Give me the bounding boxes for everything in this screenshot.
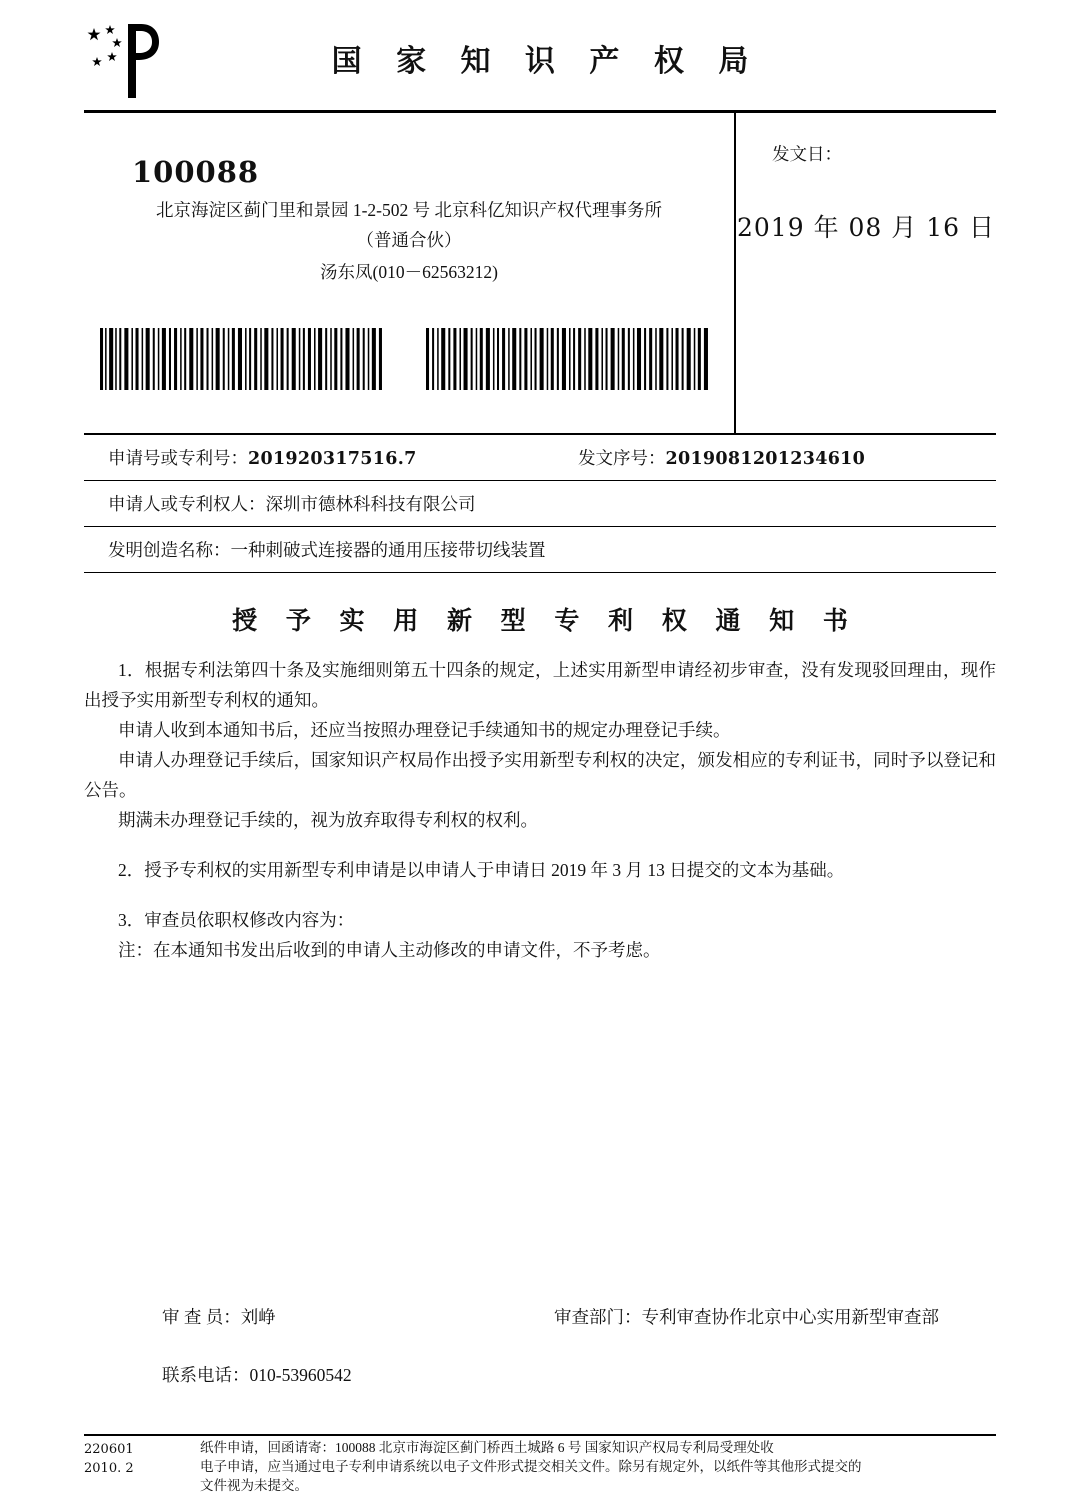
footer-line-1: 纸件申请，回函请寄：100088 北京市海淀区蓟门桥西土城路 6 号 国家知识产权局专利局受理处收	[200, 1440, 774, 1455]
notice-paragraph-1: 1．根据专利法第四十条及实施细则第五十四条的规定，上述实用新型申请经初步审查，没有发现驳回理由，现作出授予实用新型专利权的通知。	[84, 660, 996, 710]
application-number-value: 201920317516.7	[248, 449, 417, 469]
applicant-label: 申请人或专利权人：	[108, 494, 266, 514]
notice-title: 授 予 实 用 新 型 专 利 权 通 知 书	[232, 606, 858, 635]
notice-paragraph-3-note: 注：在本通知书发出后收到的申请人主动修改的申请文件，不予考虑。	[118, 940, 661, 960]
footer-fine-print	[84, 1438, 1010, 1495]
document-page	[0, 14, 1080, 1498]
document-header	[84, 14, 996, 113]
application-number-label: 申请号或专利号：	[108, 448, 248, 468]
invention-title-label: 发明创造名称：	[108, 540, 231, 560]
notice-paragraph-1d: 期满未办理登记手续的，视为放弃取得专利权的权利。	[118, 810, 538, 830]
addressee-and-date-block	[84, 113, 996, 435]
barcode-left	[100, 328, 384, 390]
department-group	[554, 1304, 939, 1329]
footer-divider	[84, 1434, 996, 1436]
notice-paragraph-3: 3．审查员依职权修改内容为：	[118, 910, 355, 930]
applicant-row	[84, 481, 996, 527]
contact-phone-group	[162, 1362, 352, 1387]
footer-line-2: 电子申请，应当通过电子专利申请系统以电子文件形式提交相关文件。除另有规定外，以纸件等其他形式提交的	[200, 1459, 862, 1474]
examiner-value: 刘峥	[240, 1307, 276, 1327]
contact-phone-label: 联系电话：	[162, 1365, 250, 1385]
barcode-group	[100, 328, 710, 390]
invention-title-row	[84, 527, 996, 573]
notice-body	[84, 655, 996, 965]
footer-text-lines	[200, 1438, 1010, 1495]
serial-number-value: 2019081201234610	[665, 449, 866, 469]
notice-paragraph-1b: 申请人收到本通知书后，还应当按照办理登记手续通知书的规定办理登记手续。	[118, 720, 731, 740]
form-code-1: 220601	[84, 1442, 134, 1457]
dispatch-date-label: 发文日：	[772, 144, 842, 164]
dispatch-date-value: 2019 年 08 月 16 日	[737, 213, 995, 242]
serial-number-group	[578, 435, 865, 482]
notice-paragraph-2: 2．授予专利权的实用新型专利申请是以申请人于申请日 2019 年 3 月 13 日提交的文本为基础。	[118, 860, 845, 880]
addressee-column	[84, 113, 734, 287]
form-code-2: 2010. 2	[84, 1461, 134, 1476]
department-label: 审查部门：	[554, 1307, 642, 1327]
department-value: 专利审查协作北京中心实用新型审查部	[641, 1307, 939, 1327]
form-code-group	[84, 1440, 134, 1478]
examiner-label: 审 查 员：	[162, 1307, 241, 1327]
signature-block	[84, 1304, 996, 1385]
address-line-1: 北京海淀区蓟门里和景园 1-2-502 号 北京科亿知识产权代理事务所	[155, 200, 663, 220]
postcode: 100088	[132, 155, 260, 189]
serial-number-label: 发文序号：	[578, 448, 666, 468]
addressee-contact: 汤东凤(010－62563212)	[320, 262, 498, 282]
contact-phone-value: 010-53960542	[249, 1365, 352, 1385]
footer-line-3: 文件视为未提交。	[200, 1478, 308, 1493]
page-title: 国 家 知 识 产 权 局	[331, 44, 761, 79]
address-line-2: （普通合伙）	[356, 230, 462, 250]
application-number-row	[84, 435, 996, 481]
examiner-group	[162, 1304, 276, 1329]
signature-row	[84, 1304, 996, 1350]
notice-paragraph-1c: 申请人办理登记手续后，国家知识产权局作出授予实用新型专利权的决定，颁发相应的专利证书，同时予以登记和公告。	[84, 750, 996, 800]
applicant-value: 深圳市德林科科技有限公司	[265, 494, 476, 514]
dispatch-date-column	[734, 113, 996, 435]
invention-title-value: 一种刺破式连接器的通用压接带切线装置	[230, 540, 546, 560]
barcode-right	[426, 328, 710, 390]
